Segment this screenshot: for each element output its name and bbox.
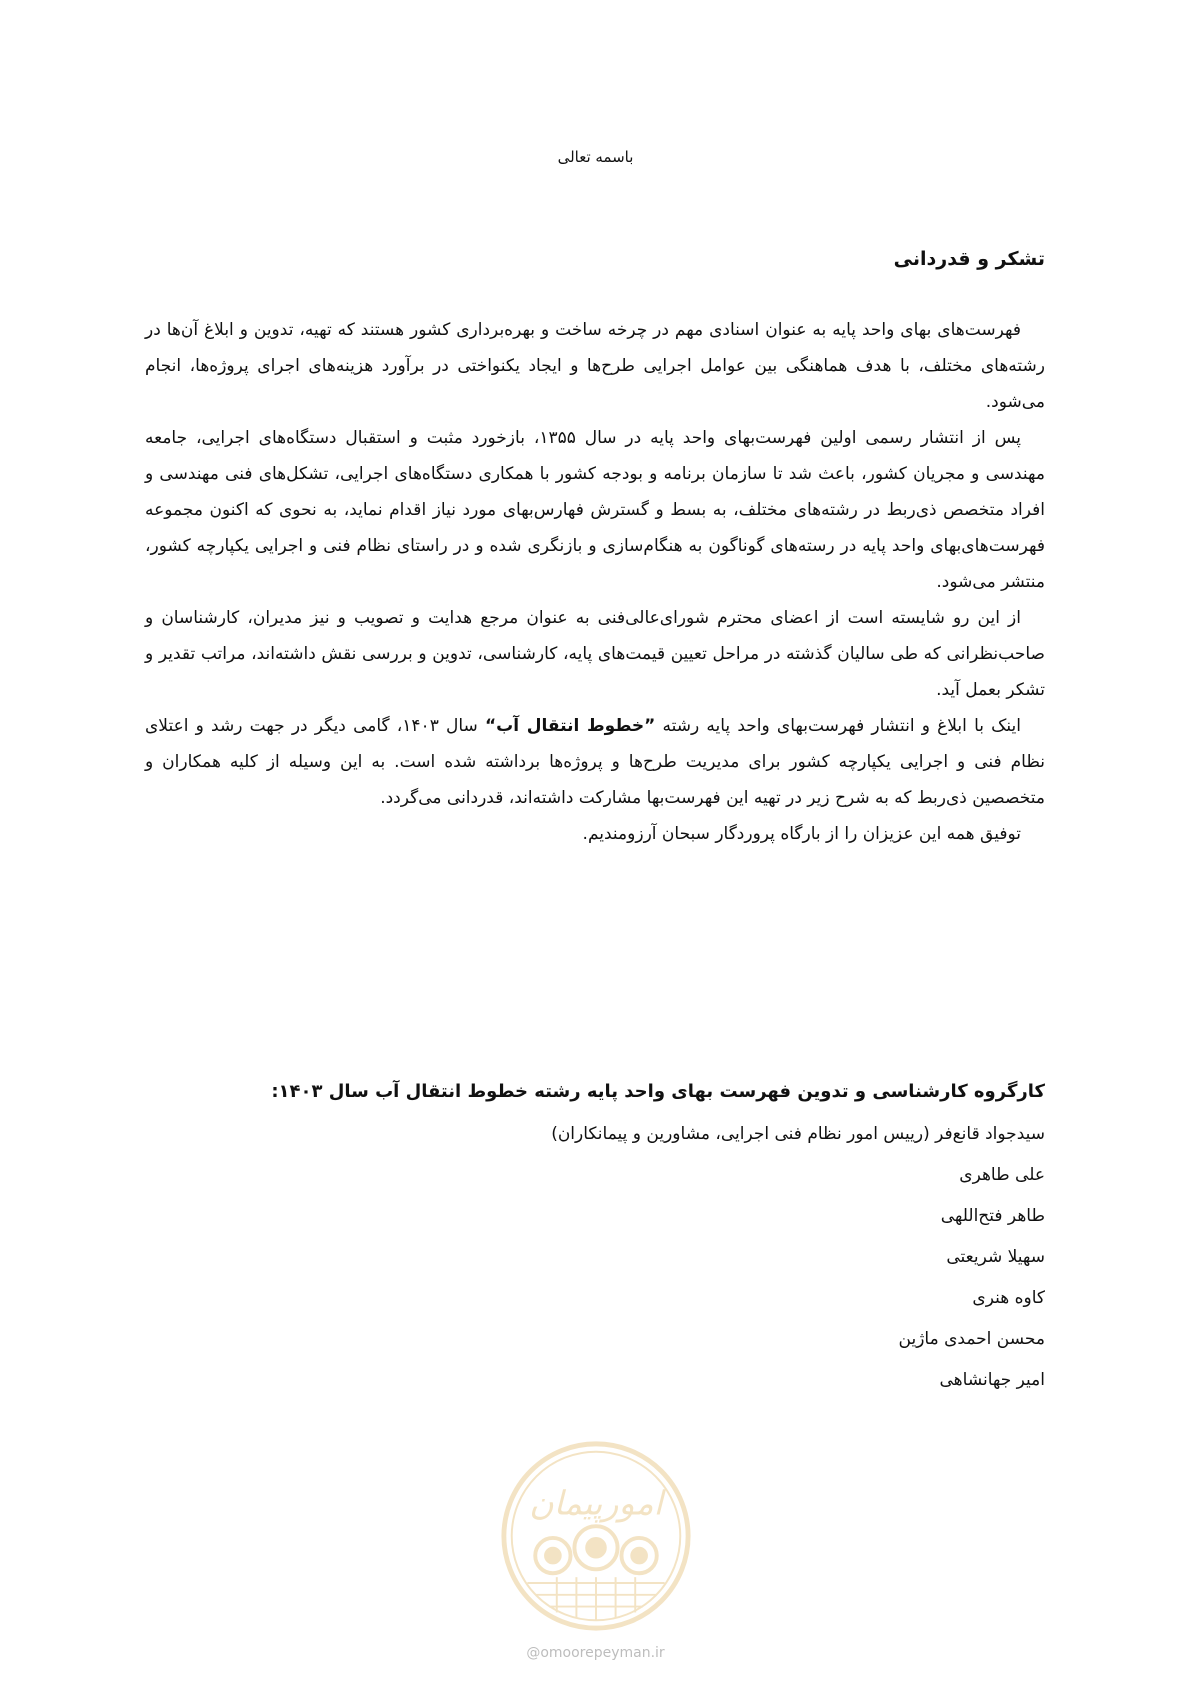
paragraph-4-end: سال ۱۴۰۳، گامی دیگر در جهت رشد و اعتلای نظام فنی و اجرایی یکپارچه کشور برای مدیریت طرح‌ها و پروژه‌ها برداشته شده است. به این وسیله از کلیه همکاران و متخصصین ذی‌ربط که به شرح زیر در تهیه این فهرست‌بها مشارکت داشته‌اند، قدردانی می‌گردد. — [145, 716, 1045, 808]
paragraph-5: توفیق همه این عزیزان را از بارگاه پروردگار سبحان آرزومندیم. — [582, 824, 1021, 844]
member-item: کاوه هنری — [972, 1288, 1045, 1308]
member-item: امیر جهانشاهی — [939, 1370, 1045, 1390]
section-title: تشکر و قدردانی — [893, 248, 1045, 270]
basmala-heading: باسمه تعالی — [557, 148, 634, 166]
member-item: طاهر فتح‌اللهی — [940, 1206, 1045, 1226]
paragraph-1: فهرست‌های بهای واحد پایه به عنوان اسنادی مهم در چرخه ساخت و بهره‌برداری کشور هستند که تهیه، تدوین و ابلاغ آن‌ها در رشته‌های مختلف، با هدف هماهنگی بین عوامل اجرایی طرح‌ها و ایجاد یکنواختی در برآورد هزینه‌های اجرای پروژه‌ها، انجام می‌شود. — [145, 320, 1045, 412]
member-item: علی طاهری — [959, 1165, 1045, 1185]
working-group — [145, 1074, 1045, 1401]
paragraph-2: پس از انتشار رسمی اولین فهرست‌بهای واحد پایه در سال ۱۳۵۵، بازخورد مثبت و استقبال دستگاه‌های اجرایی، جامعه مهندسی و مجریان کشور، باعث شد تا سازمان برنامه و بودجه کشور با همکاری دستگاه‌های اجرایی، تشکل‌های فنی مهندسی و افراد متخصص ذی‌ربط در رشته‌های مختلف، به بسط و گسترش فهارس‌بهای مورد نیاز اقدام نماید، به نحوی که اکنون مجموعه فهرست‌های‌بهای واحد پایه در رسته‌های گوناگون به هنگام‌سازی و بازنگری شده و در راستای نظام فنی و اجرایی یکپارچه کشور، منتشر می‌شود. — [145, 428, 1045, 592]
acknowledgement-body — [145, 312, 1045, 852]
member-item: سهیلا شریعتی — [946, 1247, 1045, 1267]
logo-gear-icons — [535, 1526, 657, 1573]
paragraph-3: از این رو شایسته است از اعضای محترم شورای‌عالی‌فنی به عنوان مرجع هدایت و تصویب و نیز مدیران، کارشناسان و صاحب‌نظرانی که طی سالیان گذشته در مراحل تعیین قیمت‌های پایه، کارشناسی، تدوین و بررسی نقش داشته‌اند، مراتب تقدیر و تشکر بعمل آید. — [145, 608, 1045, 700]
working-group-title: کارگروه کارشناسی و تدوین فهرست بهای واحد پایه رشته خطوط انتقال آب سال ۱۴۰۳: — [271, 1081, 1045, 1102]
logo-script-text: امورپیمان — [529, 1483, 663, 1523]
watermark-logo — [498, 1438, 694, 1634]
member-item: محسن احمدی ماژین — [898, 1329, 1045, 1349]
member-item: سیدجواد قانع‌فر (رییس امور نظام فنی اجرایی، مشاورین و پیمانکاران) — [551, 1124, 1045, 1144]
member-list — [145, 1114, 1045, 1401]
paragraph-4-start: اینک با ابلاغ و انتشار فهرست‌بهای واحد پایه رشته — [655, 716, 1021, 736]
discipline-name: ”خطوط انتقال آب“ — [485, 716, 656, 736]
paragraph-4 — [145, 708, 1045, 816]
watermark-url: @omoorepeyman.ir — [526, 1645, 665, 1661]
